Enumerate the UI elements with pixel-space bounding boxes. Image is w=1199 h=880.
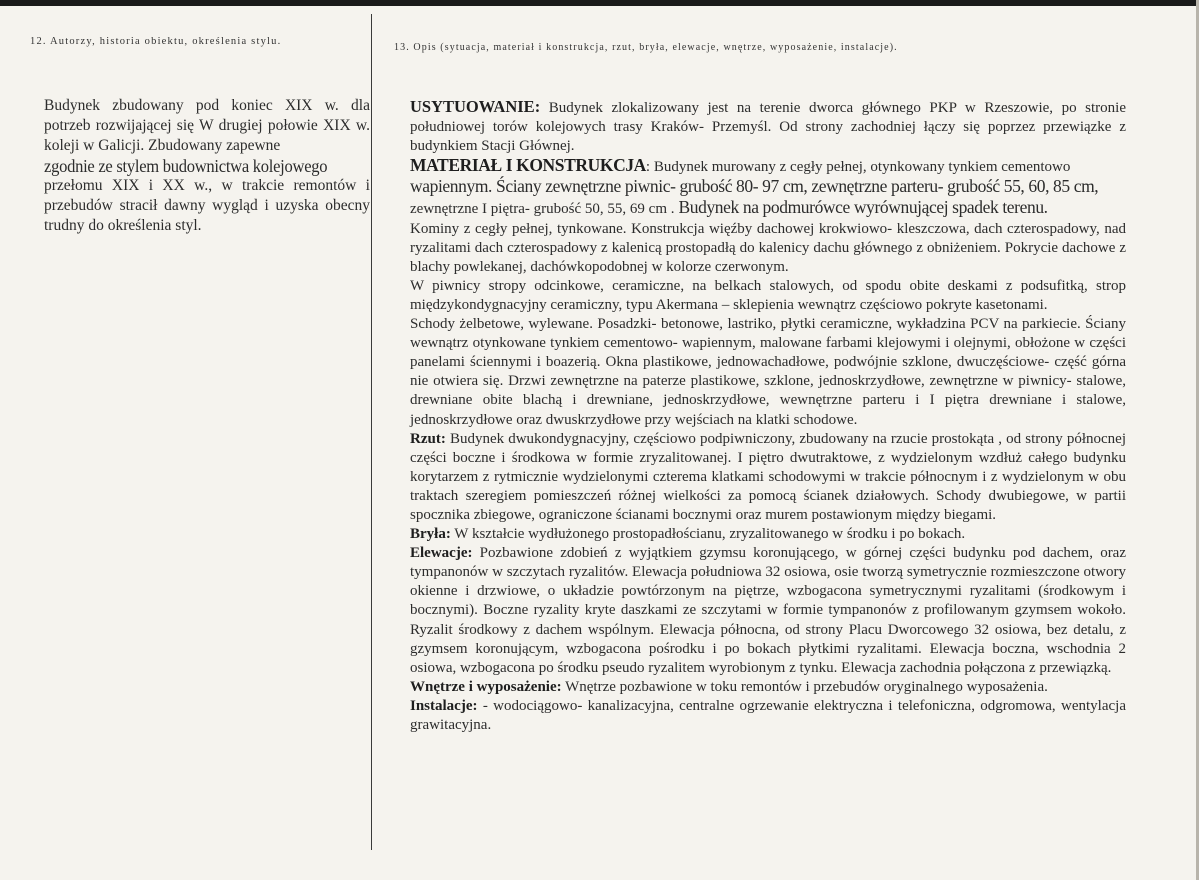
history-paragraph-1: Budynek zbudowany pod koniec XIX w. dla potrzeb rozwijającej się W drugiej połowie XIX w. koleji w Galicji. Zbudowany zapewne — [44, 97, 370, 154]
text-elewacje: Pozbawione zdobień z wyjątkiem gzymsu koronującego, w górnej części budynku pod dachem, oraz tympanonów w szczytach ryzalitów. Elewacja południowa 32 osiowa, osie tworzą symetrycznie rozmieszczone otwory okienne i drzwiowe, o układzie powtórzonym na piętrze, wzbogacona symetrycznymi ryzalitami (środkowym i bocznymi). Boczne ryzality kryte daszkami ze szczytami w formie tympanonów z profilowanym gzymsem wokoło. Ryzalit środkowy z dachem wspólnym. Elewacja północna, od strony Placu Dworcowego 32 osiowa, bez detalu, z gzymsem koronującym, wzbogacona pośrodku i po bokach płytkimi ryzalitami. Elewacja boczna, wschodnia 2 osiowa, wzbogacona po środku pseudo ryzalitem wyrobionym z tynku. Elewacja zachodnia połączona z przewiązką. — [410, 545, 1126, 676]
building-description — [410, 97, 1126, 735]
section-rzut — [410, 430, 1126, 525]
section-kominy: Kominy z cegły pełnej, tynkowane. Konstrukcja więźby dachowej krokwiowo- kleszczowa, dach czterospadowy, nad ryzalitami dach czterospadowy z kalenicą prostopadłą do kalenicy dachu głównego z obniżeniem. Pokrycie dachowe z blachy powlekanej, dachówkopodobnej w kolorze czerwonym. — [410, 220, 1126, 275]
history-paragraph-3: przełomu XIX i XX w., w trakcie remontów i przebudów stracił dawny wygląd i uzyska obecny trudny do określenia styl. — [44, 177, 370, 234]
label-instalacje: Instalacje: — [410, 697, 478, 714]
text-rzut: Budynek dwukondygnacyjny, częściowo podpiwniczony, zbudowany na rzucie prostokąta , od strony północnej części boczne i środkowa w formie zryzalitowanej. I piętro dwutraktowe, z wydzielonym wzdłuż całego budynku korytarzem z rytmicznie wydzielonymi czterema klatkami schodowymi w trakcie północnym i z wydzielonym w obu traktach szeregiem pomieszczeń różnej wielkości za pomocą ścianek działowych. Schody dwubiegowe, w partii spocznika zbiegowe, ograniczone ścianami bocznymi oraz murem postawionym między biegami. — [410, 430, 1126, 523]
section-instalacje — [410, 697, 1126, 735]
section-piwnice: W piwnicy stropy odcinkowe, ceramiczne, na belkach stalowych, od spodu obite deskami z podsufitką, strop międzykondygnacyjny ceramiczny, typu Akermana – sklepienia wewnątrz częściowo pokryte kasetonami. — [410, 277, 1126, 313]
section-schody: Schody żelbetowe, wylewane. Posadzki- betonowe, lastriko, płytki ceramiczne, wykładzina PCV na parkiecie. Ściany wewnątrz otynkowane tynkiem cementowo- wapiennym, malowane farbami klejowymi i olejnymi, obłożone w części panelami ściennymi i boazerią. Okna plastikowe, jednowachadłowe, podwójnie szklone, dwuczęściowe- część górna nie otwiera się. Drzwi zewnętrzne na paterze plastikowe, szklone, jednoskrzydłowe, zewnętrzne w piwnicy- stalowe, drewniane obite blachą i drewniane, jednoskrzydłowe, wewnętrzne parteru i I piętra drewniane i stalowe, jednoskrzydłowe oraz dwuskrzydłowe przy wejściach na klatki schodowe. — [410, 316, 1126, 428]
label-material: MATERIAŁ I KONSTRUKCJA — [410, 155, 646, 176]
column-divider — [371, 14, 372, 850]
section-wnetrze — [410, 678, 1126, 697]
section-bryla — [410, 525, 1126, 544]
label-bryla: Bryła: — [410, 526, 451, 543]
text-usytuowanie: Budynek zlokalizowany jest na terenie dworca głównego PKP w Rzeszowie, po stronie południowej torów kolejowych trasy Kraków- Przemyśl. Od strony zachodniej łączy się poprzez przewiązke z budynkiem Stacji Głównej. — [410, 100, 1126, 155]
section-elewacje — [410, 544, 1126, 678]
text-material-1: : Budynek murowany z cegły pełnej, otynkowany tynkiem cementowo — [645, 159, 1071, 176]
history-paragraph-2: zgodnie ze stylem budownictwa kolejowego — [44, 156, 328, 176]
section-13-header: 13. Opis (sytuacja, materiał i konstrukcja, rzut, bryła, elewacje, wnętrze, wyposażenie, instalacje). — [394, 42, 898, 53]
text-wnetrze: Wnętrze pozbawione w toku remontów i przebudów oryginalnego wyposażenia. — [561, 678, 1048, 695]
text-material-4: Budynek na podmurówce wyrównującej spadek terenu. — [674, 197, 1048, 218]
label-usytuowanie: USYTUOWANIE: — [410, 97, 541, 116]
text-material-3: zewnętrzne I piętra- grubość 50, 55, 69 cm . — [410, 201, 675, 218]
label-elewacje: Elewacje: — [410, 545, 473, 562]
label-wnetrze: Wnętrze i wyposażenie: — [410, 678, 562, 695]
authors-history-style-text — [44, 96, 370, 236]
scan-top-edge — [0, 0, 1199, 6]
section-12-header: 12. Autorzy, historia obiektu, określenia stylu. — [30, 36, 282, 47]
text-bryla: W kształcie wydłużonego prostopadłościanu, zryzalitowanego w środku i po bokach. — [450, 526, 966, 543]
section-usytuowanie — [410, 97, 1126, 156]
text-instalacje: - wodociągowo- kanalizacyjna, centralne ogrzewanie elektryczna i telefoniczna, odgromowa, wentylacja grawitacyjna. — [410, 697, 1126, 733]
section-material — [410, 156, 1126, 219]
text-material-2: wapiennym. Ściany zewnętrzne piwnic- grubość 80- 97 cm, zewnętrzne parteru- grubość 55, 60, 85 cm, — [410, 176, 1099, 197]
label-rzut: Rzut: — [410, 430, 446, 447]
